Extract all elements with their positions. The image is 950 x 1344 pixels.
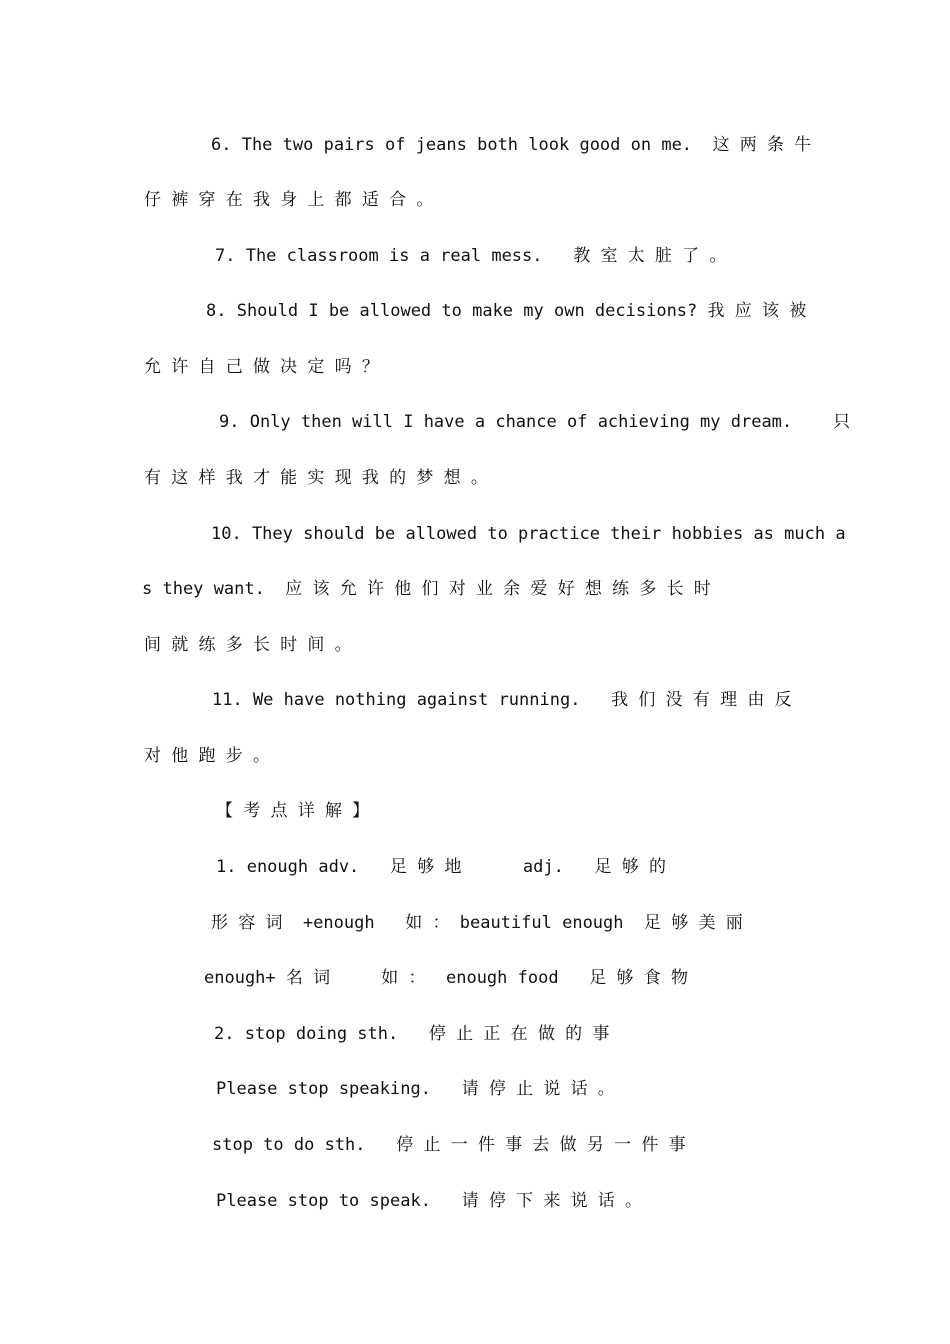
sentence-9-line-2: 有 这 样 我 才 能 实 现 我 的 梦 想 。: [144, 468, 488, 488]
section-heading: 【 考 点 详 解 】: [216, 801, 370, 821]
sentence-8-line-2: 允 许 自 己 做 决 定 吗 ？: [144, 357, 379, 377]
sentence-6-line-2: 仔 裤 穿 在 我 身 上 都 适 合 。: [144, 190, 434, 210]
sentence-11-line-2: 对 他 跑 步 。: [144, 746, 270, 766]
point-1-adj-usage: 形 容 词 +enough 如 ： beautiful enough 足 够 美 丽: [211, 913, 743, 933]
point-2-example-1: Please stop speaking. 请 停 止 说 话 。: [216, 1079, 615, 1099]
point-2-stop-doing: 2. stop doing sth. 停 止 正 在 做 的 事: [214, 1024, 610, 1044]
sentence-11-line-1: 11. We have nothing against running. 我 们 没 有 理 由 反: [212, 690, 792, 710]
sentence-6-line-1: 6. The two pairs of jeans both look good on me. 这 两 条 牛: [211, 135, 812, 155]
point-1-definition: 1. enough adv. 足 够 地 adj. 足 够 的: [216, 857, 666, 877]
point-2-stop-to-do: stop to do sth. 停 止 一 件 事 去 做 另 一 件 事: [212, 1135, 686, 1155]
sentence-10-line-3: 间 就 练 多 长 时 间 。: [144, 635, 352, 655]
sentence-8-line-1: 8. Should I be allowed to make my own decisions? 我 应 该 被: [206, 301, 807, 321]
sentence-10-line-1: 10. They should be allowed to practice their hobbies as much a: [211, 524, 846, 544]
sentence-9-line-1: 9. Only then will I have a chance of achieving my dream. 只: [219, 412, 851, 432]
sentence-7: 7. The classroom is a real mess. 教 室 太 脏 了 。: [215, 246, 727, 266]
sentence-10-line-2: s they want. 应 该 允 许 他 们 对 业 余 爱 好 想 练 多 长 时: [142, 579, 711, 599]
point-1-noun-usage: enough+ 名 词 如 ： enough food 足 够 食 物: [204, 968, 688, 988]
point-2-example-2: Please stop to speak. 请 停 下 来 说 话 。: [216, 1191, 643, 1211]
